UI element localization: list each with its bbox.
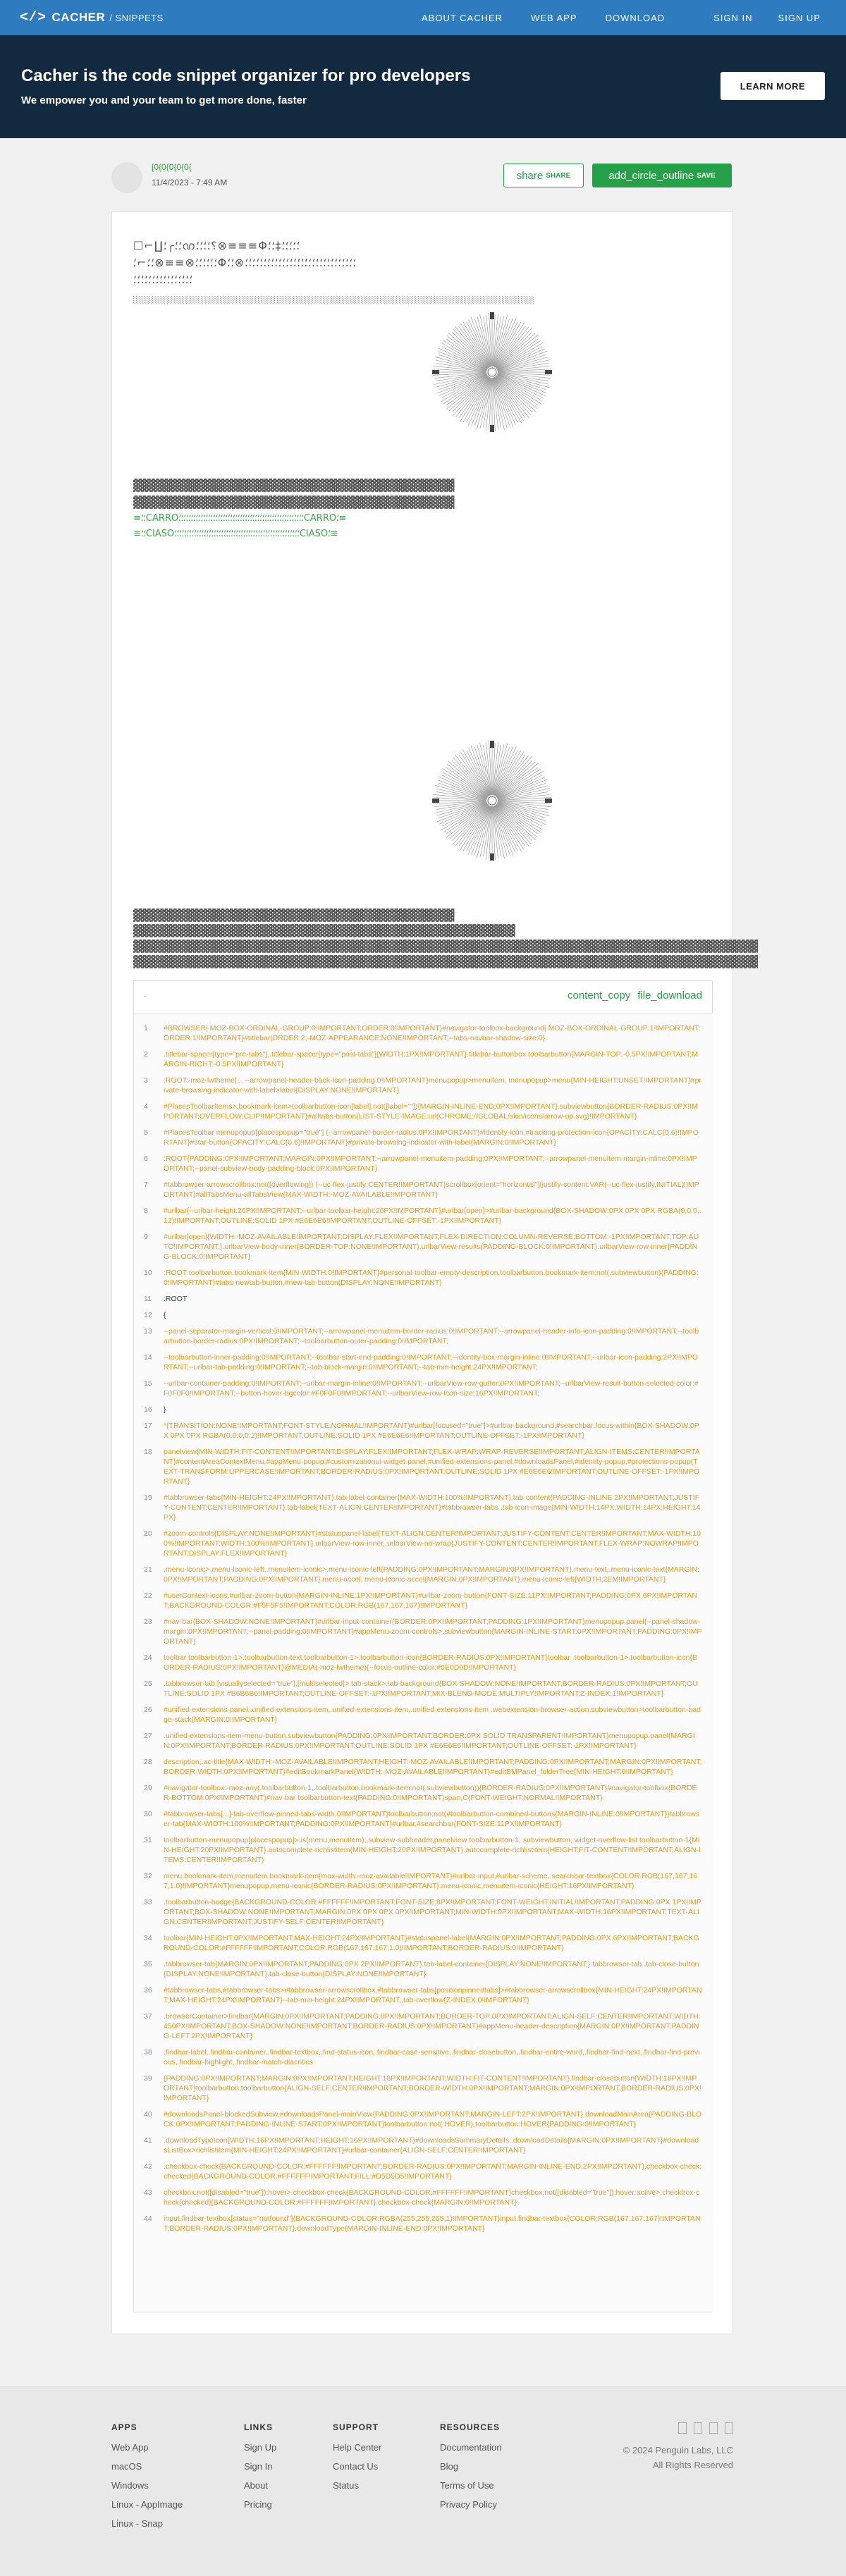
brand-sub: / SNIPPETS [109, 12, 164, 23]
snippet-card [111, 211, 758, 2334]
brand-name: CACHER [51, 11, 106, 24]
footer-link[interactable]: Linux - Snap [111, 2518, 163, 2529]
code-line [144, 2136, 702, 2155]
footer-link[interactable]: Privacy Policy [440, 2499, 497, 2510]
code-line [144, 1617, 702, 1646]
line-number: 22 [144, 1591, 152, 1600]
code-line [144, 1352, 702, 1372]
code-line-text: #PlacesToolbar menupopup[placespopup="true"] {--arrowpanel-border-radius:0PX!IMPORTANT}#identity-icon,#tracking-protection-icon{OPACITY:CALC(0.6)!IMPORTANT}#star-button{OPACITY:CALC(0.6)!IMPORTANT}#private-browsing-indicator-with-label{MARGIN:0!IMPORTANT} [164, 1128, 699, 1147]
code-line [144, 1653, 702, 1672]
line-number: 33 [144, 1898, 152, 1906]
garbled-text-line: ▓▓▓▓▓▓▓▓▓▓▓▓▓▓▓▓▓▓▓▓▓▓▓▓▓▓▓▓▓▓▓▓▓▓▓▓▓ [133, 479, 455, 492]
footer-link[interactable]: Sign Up [244, 2442, 277, 2453]
code-line [144, 2214, 702, 2233]
garbled-text-line: ▓▓▓▓▓▓▓▓▓▓▓▓▓▓▓▓▓▓▓▓▓▓▓▓▓▓▓▓▓▓▓▓▓▓▓▓▓ [133, 908, 455, 922]
code-line-text: #zoom-controls{DISPLAY:NONE!IMPORTANT}#statuspanel-label{TEXT-ALIGN:CENTER!IMPORTANT;JUSTIFY-CONTENT:CENTER!IMPORTANT;MAX-WIDTH:100%!IMPORTANT;WIDTH:100%!IMPORTANT}.urlbarView-row-inner,.urlbarView-no-wrap{JUSTIFY-CONTENT:CENTER!IMPORTANT;FLEX-WRAP:NOWRAP!IMPORTANT;DISPLAY:FLEX!IMPORTANT} [164, 1529, 701, 1558]
code-line [144, 1809, 702, 1829]
line-number: 39 [144, 2074, 152, 2083]
code-line-text: .toolbarbutton-badge{BACKGROUND-COLOR:#FFFFFF!IMPORTANT;FONT-SIZE:8PX!IMPORTANT;FONT-WEIGHT:INITIAL!IMPORTANT;PADDING:0PX 1PX!IMPORTANT;BOX-SHADOW:NONE!IMPORTANT;MARGIN:0PX 0PX 0PX 0PX!IMPORTANT;MIN-WIDTH:0PX!IMPORTANT;MAX-WIDTH:16PX!IMPORTANT;TEXT-ALIGN:CENTER!IMPORTANT;JUSTIFY-SELF:CENTER!IMPORTANT} [164, 1898, 701, 1926]
garbled-text-line: ░░░░░░░░░░░░░░░░░░░░░░░░░░░░░░░░░░░░░░░░░░░░░░░░░░░░░░░░░░░░░░░░░░░░░░░░░░ [133, 297, 535, 304]
code-line-text: toolbar toolbarbutton-1>.toolbarbutton-text,toolbarbutton-1>.toolbarbutton-icon{BORDER-RADIUS:0PX!IMPORTANT}toolbar .toolbarbutton-1>.toolbarbutton-icon{BORDER-RADIUS:0PX!IMPORTANT}@MEDIA(-moz-lwtheme){--focus-outline-color:#0E0D0D!IMPORTANT} [164, 1653, 697, 1672]
code-line-text: #unified-extensions-panel,.unified-extensions-item,.unified-extensions-item,.unified-extensions-item .webextension-browser-action.subviewbutton>toolbarbutton-badge-stack{MARGIN:0!IMPORTANT} [164, 1706, 701, 1724]
code-line [144, 2188, 702, 2207]
code-line-text: {PADDING:0PX!IMPORTANT;MARGIN:0PX!IMPORTANT;HEIGHT:18PX!IMPORTANT;WIDTH:FIT-CONTENT!IMPORTANT}.findbar-closebutton{WIDTH:18PX!IMPORTANT}toolbarbutton,toolbarbutton{ALIGN-SELF:CENTER!IMPORTANT;BORDER-WIDTH:0PX!IMPORTANT;MARGIN:0PX!IMPORTANT;BORDER-RADIUS:0PX!IMPORTANT} [164, 2074, 701, 2102]
code-line [144, 1959, 702, 1979]
footer-link[interactable]: Blog [440, 2461, 459, 2472]
add-circle-outline-icon: add_circle_outline [608, 169, 694, 182]
code-line-text: --toolbarbutton-inner-padding:0!IMPORTANT;--toolbar-start-end-padding:0!IMPORTANT;--identity-box-margin-inline:0!IMPORTANT;--urlbar-icon-padding:2PX!IMPORTANT;--urlbar-tab-padding:0!IMPORTANT;--tab-block-margin:0!IMPORTANT;--tab-min-height:24PX!IMPORTANT; [164, 1353, 699, 1372]
code-line [144, 1897, 702, 1927]
code-line-text: #nav-bar{BOX-SHADOW:NONE!IMPORTANT}#urlbar-input-container{BORDER:0PX!IMPORTANT;PADDING:1PX!IMPORTANT}menupopup,panel{--panel-shadow-margin:0PX!IMPORTANT;--panel-padding:0!IMPORTANT}#appMenu-zoom-controls>.subviewbutton{MARGIN-INLINE-START:0PX!IMPORTANT;PADDING:0PX!IMPORTANT} [164, 1617, 702, 1646]
code-line-text: :ROOT:-moz-lwtheme|... --arrowpanel-header-back-icon-padding:0!IMPORTANT}menupopup>menuitem, menupopup>menu{MIN-HEIGHT:UNSET!IMPORTANT}#private-browsing-indicator-with-label>label{DISPLAY:NONE!IMPORTANT} [164, 1076, 701, 1095]
code-icon: </> [20, 9, 47, 26]
code-line-text: #downloadsPanel-blockedSubview,#downloadsPanel-mainView{PADDING:0PX!IMPORTANT;MARGIN-LEFT:2PX!IMPORTANT}.downloadMainArea{PADDING-BLOCK:0PX!IMPORTANT;PADDING-INLINE-START:0PX!IMPORTANT}toolbarbutton:not(:HOVER),toolbarbutton:HOVER{PADDING:0!IMPORTANT} [164, 2110, 702, 2128]
share-button[interactable] [503, 164, 584, 187]
line-number: 2 [144, 1050, 148, 1059]
line-number: 6 [144, 1154, 148, 1163]
line-number: 14 [144, 1353, 152, 1362]
line-number: 19 [144, 1493, 152, 1502]
code-line [144, 1493, 702, 1522]
garbled-text-line: ▓▓▓▓▓▓▓▓▓▓▓▓▓▓▓▓▓▓▓▓▓▓▓▓▓▓▓▓▓▓▓▓▓▓▓▓▓▓▓▓▓▓▓▓ [133, 924, 515, 937]
code-line [144, 1933, 702, 1953]
garbled-text-line: ▓▓▓▓▓▓▓▓▓▓▓▓▓▓▓▓▓▓▓▓▓▓▓▓▓▓▓▓▓▓▓▓▓▓▓▓▓ [133, 495, 455, 509]
copyright-text: © 2024 Penguin Labs, LLC [623, 2445, 733, 2455]
code-line-text: description,.ac-title{MAX-WIDTH:-MOZ-AVAILABLE!IMPORTANT;HEIGHT:-MOZ-AVAILABLE!IMPORTANT;PADDING:0PX!IMPORTANT;MARGIN:0PX!IMPORTANT;BORDER-WIDTH:0PX!IMPORTANT}#editBookmarkPanel{WIDTH:-MOZ-AVAILABLE!IMPORTANT}#editBMPanel_folderTree{MIN-HEIGHT:0!IMPORTANT} [164, 1758, 702, 1776]
sign-up-link[interactable]: SIGN UP [778, 12, 821, 23]
nav-links [407, 0, 679, 35]
snippet-date: 11/4/2023 - 7:49 AM [152, 178, 228, 187]
garbled-text-line: ☐⌐∐⸵╭⸵⸵ᨱ⸵⸵⸵⸵⸮⊗≡≡≡Φ⸵⸵‡⸵⸵⸵⸵⸵ [133, 239, 300, 252]
save-button[interactable] [592, 164, 732, 187]
code-line-text: #tabbrowser-tabs,#tabbrowser-tabs>#tabbrowser-arrowscrollbox,#tabbrowser-tabs[positionpinnedtabs]>#tabbrowser-arrowscrollbox{MIN-HEIGHT:24PX!IMPORTANT;MAX-HEIGHT:24PX!IMPORTANT}--tab-min-height:24PX!IMPORTANT;.tab-overflow{Z-INDEX:0!IMPORTANT} [164, 1986, 702, 2004]
download-icon[interactable]: file_download [637, 990, 702, 1002]
line-number: 3 [144, 1076, 148, 1085]
youtube-icon[interactable] [725, 2422, 733, 2434]
github-icon[interactable] [709, 2422, 718, 2434]
code-actions [568, 990, 702, 1002]
line-number: 7 [144, 1181, 148, 1189]
footer-link[interactable]: Sign In [244, 2461, 273, 2472]
code-body[interactable] [134, 1013, 713, 2312]
footer-support [333, 2422, 396, 2499]
code-line [144, 1731, 702, 1751]
line-number: 21 [144, 1565, 152, 1574]
footer-resources [440, 2422, 539, 2518]
code-line [144, 1757, 702, 1777]
avatar [111, 162, 142, 193]
garbled-text-line: ≡⸵⸵CIASO⸵⸵⸵⸵⸵⸵⸵⸵⸵⸵⸵⸵⸵⸵⸵⸵⸵⸵⸵⸵⸵⸵⸵⸵⸵⸵⸵⸵⸵⸵⸵⸵⸵⸵⸵⸵⸵⸵⸵⸵⸵⸵⸵⸵⸵⸵⸵⸵⸵⸵⸵CIASO⸵≡ [133, 529, 338, 539]
line-number: 4 [144, 1102, 148, 1111]
line-number: 28 [144, 1758, 152, 1766]
hero-title: Cacher is the code snippet organizer for pro developers [21, 66, 471, 85]
code-line-text: #urlbar{--urlbar-height:26PX!IMPORTANT;--urlbar-toolbar-height:26PX!IMPORTANT}#urlbar[open]>#urlbar-background{BOX-SHADOW:0PX 0PX 0PX RGBA(0,0,0,.12)!IMPORTANT;OUTLINE:SOLID 1PX #E6E6E6!IMPORTANT;OUTLINE-OFFSET:-1PX!IMPORTANT} [164, 1207, 701, 1225]
footer-link[interactable]: Contact Us [333, 2461, 379, 2472]
code-line [144, 1076, 702, 1095]
code-line-text: .checkbox-check{BACKGROUND-COLOR:#FFFFFF!IMPORTANT;BORDER-RADIUS:0PX!IMPORTANT;MARGIN-INLINE-END:2PX!IMPORTANT}.checkbox-check:checked{BACKGROUND-COLOR:#FFFFFF!IMPORTANT;FILL:#D5D5D5!IMPORTANT} [164, 2162, 702, 2181]
line-number: 17 [144, 1422, 152, 1430]
line-number: 16 [144, 1405, 152, 1414]
code-line [144, 1591, 702, 1610]
code-line [144, 1326, 702, 1346]
garbled-text-line: ≡⸵⸵CARRO⸵⸵⸵⸵⸵⸵⸵⸵⸵⸵⸵⸵⸵⸵⸵⸵⸵⸵⸵⸵⸵⸵⸵⸵⸵⸵⸵⸵⸵⸵⸵⸵⸵⸵⸵⸵⸵⸵⸵⸵⸵⸵⸵⸵⸵⸵⸵⸵⸵⸵⸵CARRO⸵≡ [133, 513, 347, 524]
code-line-text: #BROWSER| MOZ-BOX-ORDINAL-GROUP:0!IMPORTANT;ORDER:0!IMPORTANT}#navigator-toolbox-background| MOZ-BOX-ORDINAL-GROUP:1!IMPORTANT;ORDER:1!IMPORTANT}#titlebar|ORDER:2;-MOZ-APPEARANCE:NONE!IMPORTANT;--tabs-navbar-shadow-size:0} [164, 1024, 701, 1042]
line-number: 26 [144, 1706, 152, 1714]
code-file-label: - [144, 991, 147, 1001]
line-number: 44 [144, 2214, 152, 2223]
code-line [144, 1529, 702, 1558]
code-line-text: :ROOT{PADDING:0PX!IMPORTANT;MARGIN:0PX!IMPORTANT;--arrowpanel-menuitem-padding:0PX!IMPORTANT;--arrowpanel-menuitem-margin-inline:0PX!IMPORTANT;--panel-subview-body-padding-block:0PX!IMPORTANT} [164, 1154, 697, 1173]
code-line-text: #tabbrowser-tabs[...]-tab-overflow-pinned-tabs-width:0!IMPORTANT}toolbarbutton:not(#toolbarbutton-combined-buttons{MARGIN-INLINE:0!IMPORTANT}}tabbrowser-tab{MAX-WIDTH:100%!IMPORTANT;PADDING:0PX!IMPORTANT}#urlbar,#searchbar{FONT-SIZE:11PX!IMPORTANT} [164, 1810, 700, 1828]
code-line-text: toolbar{MIN-HEIGHT:0PX!IMPORTANT;MAX-HEIGHT:24PX!IMPORTANT}#statuspanel-label{MARGIN:0PX!IMPORTANT;PADDING:0PX 6PX!IMPORTANT;BACKGROUND-COLOR:#FFFFFF!IMPORTANT;COLOR:RGB(167,167,167,1.0)!IMPORTANT;BORDER-RADIUS:0!IMPORTANT} [164, 1934, 699, 1952]
code-line-text: { [164, 1311, 166, 1319]
line-number: 31 [144, 1836, 152, 1844]
hero-banner [0, 35, 846, 138]
footer-link[interactable]: Terms of Use [440, 2480, 494, 2491]
code-block [133, 980, 713, 2312]
nav-link-about[interactable]: ABOUT CACHER [422, 12, 503, 23]
code-line-text: .tabbrowser-tab{MARGIN:0PX!IMPORTANT;PADDING:0PX 2PX!IMPORTANT}.tab-label-container{DISPLAY:NONE!IMPORTANT;}.tabbrowser-tab .tab-close-button{DISPLAY:NONE!IMPORTANT}.tab-close-button{DISPLAY:NONE!IMPORTANT} [164, 1960, 699, 1978]
line-number: 13 [144, 1327, 152, 1336]
code-line-text: .findbar-label,.findbar-container,.findbar-textbox,.find-status-icon,.findbar-case-sensitive,.findbar-closebutton,.findbar-entire-word,.findbar-find-next,.findbar-find-previous,.findbar-highlight,.findbar-match-diacritics [164, 2048, 700, 2066]
line-number: 23 [144, 1617, 152, 1626]
line-number: 15 [144, 1379, 152, 1388]
code-line [144, 1565, 702, 1584]
footer-link[interactable]: About [244, 2480, 268, 2491]
line-number: 1 [144, 1024, 148, 1033]
brand-logo-link[interactable] [20, 10, 164, 26]
twitter-icon[interactable] [678, 2422, 687, 2434]
code-line-text: toolbarbutton-menupopup[placespopup]>:is(menu,menuitem),.subview-subheader,panelview toolbarbutton-1,.subviewbutton,.widget-overflow-list toolbarbutton-1{MIN-HEIGHT:20PX!IMPORTANT}.autocomplete-richlistitem{MIN-HEIGHT:20PX!IMPORTANT}.autocomplete-richlistitem{HEIGHT:FIT-CONTENT!IMPORTANT;ALIGN-ITEMS:CENTER!IMPORTANT} [164, 1836, 701, 1864]
code-line [144, 1023, 702, 1043]
code-line [144, 2162, 702, 2181]
code-line-text: #urlbar[open]{WIDTH:-MOZ-AVAILABLE!IMPORTANT;DISPLAY:FLEX!IMPORTANT;FLEX-DIRECTION:COLUMN-REVERSE;BOTTOM:-1PX!IMPORTANT;TOP:AUTO!IMPORTANT;}.urlbarView-body-inner{BORDER-TOP:NONE!IMPORTANT}.urlbarView-results{PADDING-BLOCK:0!IMPORTANT}.urlbarView-row-inner{PADDING-BLOCK:0!IMPORTANT} [164, 1233, 699, 1261]
footer-link[interactable]: Documentation [440, 2442, 502, 2453]
line-number: 10 [144, 1269, 152, 1277]
code-line-text: menu.bookmark-item,menuitem.bookmark-item{max-width:-moz-available!IMPORTANT}#urlbar-input,#urlbar-scheme,.searchbar-textbox{COLOR:RGB(167,167,167,1.0)!IMPORTANT}menupopup,menu-iconic{BORDER-RADIUS:0PX!IMPORTANT}.menu-iconic,menuitem-iconic{HEIGHT:16PX!IMPORTANT} [164, 1872, 698, 1890]
line-number: 41 [144, 2136, 152, 2145]
line-number: 25 [144, 1680, 152, 1688]
top-navbar [0, 0, 846, 35]
footer-link[interactable]: Linux - AppImage [111, 2499, 183, 2510]
footer-apps-title: APPS [111, 2422, 137, 2432]
code-line-text: #userContext-icons,#urlbar-zoom-button{MARGIN-INLINE:1PX!IMPORTANT}#urlbar-zoom-button{FONT-SIZE:11PX!IMPORTANT;PADDING:0PX 6PX!IMPORTANT;BACKGROUND-COLOR:#F5F5F5!IMPORTANT;COLOR:RGB(167,167,167)!IMPORTANT} [164, 1591, 698, 1610]
nav-link-download[interactable]: DOWNLOAD [605, 12, 666, 23]
code-line [144, 2073, 702, 2103]
code-line [144, 1871, 702, 1891]
line-number: 12 [144, 1311, 152, 1319]
code-line [144, 1985, 702, 2005]
code-line [144, 1154, 702, 1173]
line-number: 40 [144, 2110, 152, 2119]
line-number: 38 [144, 2048, 152, 2057]
rights-text: All Rights Reserved [652, 2460, 733, 2470]
garbled-text-line: ⸵⸵⸵⸵⸵⸵⸵⸵⸵⸵⸵⸵⸵⸵⸵⸵ [133, 273, 193, 286]
line-number: 5 [144, 1128, 148, 1137]
nav-link-web-app[interactable]: WEB APP [531, 12, 577, 23]
nav-auth [701, 0, 833, 35]
footer-link[interactable]: Status [333, 2480, 359, 2491]
line-number: 11 [144, 1295, 152, 1303]
code-line-text: .browserContainer>findbar{MARGIN:0PX!IMPORTANT;PADDING:0PX!IMPORTANT;BORDER-TOP:0PX!IMPORTANT;ALIGN-SELF:CENTER!IMPORTANT;WIDTH:450PX!IMPORTANT;BOX-SHADOW:NONE!IMPORTANT;BORDER-RADIUS:0PX!IMPORTANT}#appMenu-header-description{MARGIN:0PX!IMPORTANT;PADDING-LEFT:2PX!IMPORTANT} [164, 2012, 701, 2040]
code-line [144, 1049, 702, 1069]
code-line [144, 1294, 702, 1304]
learn-more-button[interactable]: LEARN MORE [721, 72, 825, 100]
hero-subtitle: We empower you and your team to get more done, faster [21, 94, 307, 106]
code-line [144, 2011, 702, 2041]
footer [0, 2386, 846, 2576]
code-line-text: .unified-extensions-item-menu-button.subviewbutton{PADDING:0PX!IMPORTANT;BORDER:0PX SOLID TRANSPARENT!IMPORTANT}menupopup,panel{MARGIN:0PX!IMPORTANT;BORDER-RADIUS:0PX!IMPORTANT;OUTLINE:SOLID 1PX #E6E6E6!IMPORTANT;OUTLINE-OFFSET:-1PX!IMPORTANT} [164, 1732, 695, 1750]
code-line-text: .tabbrowser-tab:[visuallyselected="true"],[multiselected]>.tab-stack>.tab-background{BOX-SHADOW:NONE!IMPORTANT;BORDER-RADIUS:0PX!IMPORTANT;OUTLINE:SOLID 1PX #B6B6B6!IMPORTANT;OUTLINE-OFFSET:-1PX!IMPORTANT;MIX-BLEND-MODE:MULTIPLY!IMPORTANT;Z-INDEX:1!IMPORTANT} [164, 1680, 698, 1698]
line-number: 43 [144, 2188, 152, 2197]
snippet-header [111, 158, 733, 200]
code-line-text: .downloadTypeIcon{WIDTH:16PX!IMPORTANT;HEIGHT:16PX!IMPORTANT}#downloadsSummaryDetails,.downloadDetails{MARGIN:0PX!IMPORTANT}#downloadsListBox>richlistitem{MIN-HEIGHT:24PX!IMPORTANT}#urlbar-container{ALIGN-SELF:CENTER!IMPORTANT} [164, 2136, 699, 2155]
line-number: 18 [144, 1448, 152, 1456]
footer-links-title: LINKS [244, 2422, 273, 2432]
line-number: 32 [144, 1872, 152, 1880]
save-button-label: SAVE [697, 171, 716, 180]
code-line [144, 1421, 702, 1441]
code-line [144, 1206, 702, 1226]
footer-link[interactable]: Help Center [333, 2442, 382, 2453]
code-line-text: :ROOT [164, 1295, 188, 1303]
code-line [144, 1180, 702, 1200]
code-line [144, 2047, 702, 2067]
code-line [144, 1835, 702, 1865]
radial-fan-image [431, 311, 553, 433]
line-number: 37 [144, 2012, 152, 2021]
line-number: 35 [144, 1960, 152, 1968]
code-line [144, 1705, 702, 1725]
code-line [144, 1783, 702, 1803]
author-name[interactable]: [0{0{0{0{0{ [152, 162, 192, 172]
footer-link[interactable]: Windows [111, 2480, 149, 2491]
footer-support-title: SUPPORT [333, 2422, 379, 2432]
share-button-label: SHARE [546, 171, 571, 180]
footer-resources-title: RESOURCES [440, 2422, 501, 2432]
code-line [144, 1128, 702, 1147]
code-line-text: --urlbar-container-padding:0!IMPORTANT;--urlbar-margin-inline:0!IMPORTANT;--urlbarView-row-gutter:0PX!IMPORTANT;--urlbarView-result-button-selected-color:#F0F0F0!IMPORTANT;--button-hover-bgcolor:#F0F0F0!IMPORTANT;--urlbarView-row-icon-size:16PX!IMPORTANT; [164, 1379, 699, 1398]
footer-apps [111, 2422, 196, 2537]
radial-fan-image [431, 739, 553, 862]
garbled-text-line: ▓▓▓▓▓▓▓▓▓▓▓▓▓▓▓▓▓▓▓▓▓▓▓▓▓▓▓▓▓▓▓▓▓▓▓▓▓▓▓▓▓▓▓▓▓▓▓▓▓▓▓▓▓▓▓▓▓▓▓▓▓▓▓▓▓▓▓▓▓▓▓▓ [133, 939, 758, 953]
line-number: 34 [144, 1934, 152, 1942]
code-line [144, 1102, 702, 1121]
garbled-text-line: ▓▓▓▓▓▓▓▓▓▓▓▓▓▓▓▓▓▓▓▓▓▓▓▓▓▓▓▓▓▓▓▓▓▓▓▓▓▓▓▓▓▓▓▓▓▓▓▓▓▓▓▓▓▓▓▓▓▓▓▓▓▓▓▓▓▓▓▓▓▓▓▓ [133, 955, 758, 968]
code-line-text: #tabbrowser-tabs{MIN-HEIGHT:24PX!IMPORTANT}.tab-label-container{MAX-WIDTH:100%!IMPORTANT}.tab-content{PADDING-INLINE:2PX!IMPORTANT;JUSTIFY-CONTENT:CENTER!IMPORTANT}.tab-label{TEXT-ALIGN:CENTER!IMPORTANT}#tabbrowser-tabs .tab-icon-image{MIN-WIDTH:14PX;WIDTH:14PX;HEIGHT:14PX} [164, 1493, 701, 1522]
copy-icon[interactable]: content_copy [568, 990, 631, 1002]
footer-meta [623, 2422, 733, 2470]
code-line-text: checkbox:not([disabled="true"]):hover>.checkbox-check{BACKGROUND-COLOR:#FFFFFF!IMPORTANT}checkbox:not([disabled="true"]):hover:active>.checkbox-check[checked]{BACKGROUND-COLOR:#FFFFFF!IMPORTANT}.checkbox-check{MARGIN:0!IMPORTANT} [164, 2188, 700, 2207]
footer-link[interactable]: Pricing [244, 2499, 272, 2510]
footer-links [244, 2422, 286, 2518]
footer-link[interactable]: macOS [111, 2461, 142, 2472]
social-links [623, 2422, 733, 2434]
code-line [144, 1379, 702, 1398]
line-number: 30 [144, 1810, 152, 1818]
code-line-text: .menu-iconic>.menu-iconic-left,.menuitem-iconic>.menu-iconic-left{PADDING:0PX!IMPORTANT;MARGIN:0PX!IMPORTANT}.menu-text,.menu-iconic-text{MARGIN:0PX!IMPORTANT;PADDING:0PX!IMPORTANT}.menu-accel,.menu-iconic-accel{MARGIN:0PX!IMPORTANT}.menu-iconic-left{WIDTH:2EM!IMPORTANT} [164, 1565, 699, 1584]
code-line [144, 1447, 702, 1486]
code-line-text: .titlebar-spacer[type="pre-tabs"],.titlebar-spacer[type="post-tabs"]{WIDTH:1PX!IMPORTANT}.titlebar-buttonbox toolbarbutton{MARGIN-TOP:-0.5PX!IMPORTANT;MARGIN-RIGHT:-0.5PX!IMPORTANT} [164, 1050, 698, 1068]
code-line [144, 1232, 702, 1262]
line-number: 9 [144, 1233, 148, 1241]
footer-link[interactable]: Web App [111, 2442, 149, 2453]
line-number: 27 [144, 1732, 152, 1740]
facebook-icon[interactable] [694, 2422, 702, 2434]
code-line-text: --panel-separator-margin-vertical:0!IMPORTANT;--arrowpanel-menuitem-border-radius:0!IMPORTANT;--arrowpanel-header-info-icon-padding:0!IMPORTANT;--toolbarbutton-border-radius:0PX!IMPORTANT;--toolbarbutton-outer-padding:0!IMPORTANT; [164, 1327, 699, 1345]
sign-in-link[interactable]: SIGN IN [713, 12, 753, 23]
code-line-text: :ROOT toolbarbutton.bookmark-item{MIN-WIDTH:0!IMPORTANT}#personal-toolbar-empty-description,toolbarbutton.bookmark-item:not(.subviewbutton){PADDING:0!IMPORTANT}#tabs-newtab-button,#new-tab-button{DISPLAY:NONE!IMPORTANT} [164, 1269, 699, 1287]
code-toolbar [134, 981, 712, 1013]
code-line [144, 1405, 702, 1415]
code-line [144, 2109, 702, 2129]
garbled-text-line: ⸵⌐⸵⸵⊗≡≡⊗⸵⸵⸵⸵⸵⸵Φ⸵⸵⊗⸵⸵⸵⸵⸵⸵⸵⸵⸵⸵⸵⸵⸵⸵⸵⸵⸵⸵⸵⸵⸵⸵⸵⸵⸵⸵⸵⸵⸵⸵ [133, 256, 357, 269]
line-number: 24 [144, 1653, 152, 1662]
code-line-text: #PlacesToolbarItems>.bookmark-item>toolbarbutton-icon[label]:not([label=""]){MARGIN-INLINE-END:0PX!IMPORTANT}.subviewbutton{BORDER-RADIUS:0PX!IMPORTANT;OVERFLOW:CLIP!IMPORTANT}#alltabs-button{LIST-STYLE-IMAGE:url(CHROME://GLOBAL/skin/icons/arrow-up.svg)!IMPORTANT} [164, 1102, 698, 1121]
line-number: 29 [144, 1784, 152, 1792]
line-number: 20 [144, 1529, 152, 1538]
code-line [144, 1268, 702, 1288]
code-line-text: input.findbar-textbox[status="notfound"]{BACKGROUND-COLOR:RGBA(255,255,255,1)!IMPORTANT}input.findbar-textbox{COLOR:RGB(167,167,167)!IMPORTANT;BORDER-RADIUS:0PX!IMPORTANT}.downloadType{MARGIN-INLINE-END:0PX!IMPORTANT} [164, 2214, 701, 2233]
code-line-text: panelview{MIN-WIDTH:FIT-CONTENT!IMPORTANT;DISPLAY:FLEX!IMPORTANT;FLEX-WRAP:WRAP-REVERSE!IMPORTANT;ALIGN-ITEMS:CENTER!IMPORTANT}#contentAreaContextMenu,#appMenu-popup,#customizationui-widget-panel,#unified-extensions-panel,#downloadsPanel,#identity-popup,#protections-popup{TEXT-TRANSFORM:UPPERCASE!IMPORTANT;BORDER-RADIUS:0PX!IMPORTANT;OUTLINE:SOLID 1PX #E6E6E6!IMPORTANT;OUTLINE-OFFSET:-1PX!IMPORTANT} [164, 1448, 700, 1486]
code-line [144, 1310, 702, 1320]
code-line [144, 1679, 702, 1699]
line-number: 36 [144, 1986, 152, 1995]
code-line-text: } [164, 1405, 166, 1414]
code-line-text: #navigator-toolbox:-moz-any(.toolbarbutton-1,.toolbarbutton.bookmark-item:not(.subviewbutton)){BORDER-RADIUS:0PX!IMPORTANT}#navigator-toolbox{BORDER-BOTTOM:0PX!IMPORTANT}#nav-bar toolbarbutton-text{PADDING:0!IMPORTANT}span,C{FONT-WEIGHT:NORMAL!IMPORTANT} [164, 1784, 697, 1802]
share-icon: share [516, 169, 544, 182]
line-number: 42 [144, 2162, 152, 2171]
code-line-text: #tabbrowser-arrowscrollbox:not([overflowing]) {--uc-flex-justify:CENTER!IMPORTANT}scrollbox[orient="horizontal"]{justify-content:VAR(--uc-flex-justify,INITIAL)!IMPORTANT}#allTabsMenu-allTabsView{MAX-WIDTH:-MOZ-AVAILABLE!IMPORTANT} [164, 1181, 699, 1199]
line-number: 8 [144, 1207, 148, 1215]
code-line-text: *{TRANSITION:NONE!IMPORTANT;FONT-STYLE:NORMAL!IMPORTANT}#urlbar[focused="true"]>#urlbar-background,#searchbar:focus-within{BOX-SHADOW:0PX 0PX 0PX RGBA(0,0,0,0.2)!IMPORTANT;OUTLINE:SOLID 1PX #E6E6E6!IMPORTANT;OUTLINE-OFFSET:-1PX!IMPORTANT} [164, 1422, 699, 1440]
